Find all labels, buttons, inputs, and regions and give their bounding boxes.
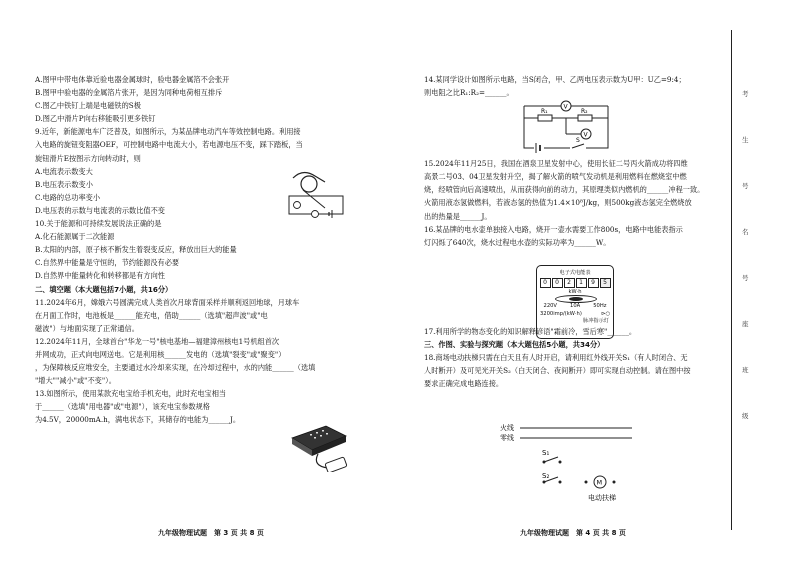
meter-specs bbox=[537, 303, 613, 309]
q18-zero-line-label: 零线 bbox=[500, 434, 514, 442]
binding-margin-labels bbox=[742, 90, 752, 458]
q13-line-3: 为4.5V，20000mA.h，满电状态下，其储存的电能为______J。 bbox=[35, 415, 241, 425]
left-page-text bbox=[35, 75, 315, 429]
q12-line-4: "增大""减小"或"不变"）。 bbox=[35, 376, 116, 386]
binding-label: 生 bbox=[742, 136, 749, 144]
q9-stem-1: 9.近年，新能源电车广泛普及，如图所示，为某品牌电动汽车等效控制电路。利用接 bbox=[35, 127, 301, 137]
section-experiment-heading: 三、作图、实验与探究题（本大题包括5小题，共34分） bbox=[424, 339, 605, 349]
meter-digits bbox=[537, 278, 613, 288]
q9-circuit-figure bbox=[285, 168, 347, 220]
meter-indicator-icon: ⊳○ bbox=[601, 311, 610, 317]
q18-s2-label: S₂ bbox=[542, 472, 550, 480]
q11-line-1: 11.2024年6月，嫦娥六号圆满完成人类首次月球背面采样并顺利返回地球，月球车 bbox=[35, 297, 300, 307]
meter-dial bbox=[555, 295, 597, 303]
q14-r2-label: R₂ bbox=[581, 108, 588, 115]
q14-line-2: 则电阻之比R₁:R₂=______。 bbox=[424, 88, 514, 98]
q15-line-3: 烧，经喷管向后高速喷出，从而获得向前的动力，其原理类似内燃机的______冲程一致。 bbox=[424, 185, 705, 195]
meter-digit: 5 bbox=[600, 278, 611, 288]
meter-digit: 0 bbox=[540, 278, 551, 288]
q14-line-1: 14.某同学设计如图所示电路，当S闭合，甲、乙两电压表示数为U甲：U乙=9:4； bbox=[424, 75, 686, 84]
q18-circuit-figure bbox=[500, 418, 640, 514]
q14-voltmeter-1-label: V bbox=[563, 103, 568, 111]
electric-meter bbox=[536, 265, 614, 339]
q14-circuit-figure bbox=[520, 98, 612, 154]
meter-spec-voltage: 220V bbox=[543, 303, 557, 309]
binding-label: 级 bbox=[742, 412, 749, 420]
binding-label: 班 bbox=[742, 366, 749, 374]
q18-line-2: 人时断开）及可见光开关S₂（白天闭合、夜间断开）即可实现自动控制。请在图中按 bbox=[424, 366, 691, 376]
q13-powerbank-figure bbox=[288, 420, 350, 472]
q9-option-d: D.电压表的示数与电流表的示数比值不变 bbox=[35, 205, 165, 215]
q13-line-2: 于______（选填"用电器"或"电源"），该充电宝参数规格 bbox=[35, 402, 210, 412]
q9-stem-3: 旋钮滑片E按图示方向转动时，则 bbox=[35, 153, 141, 163]
q18-line-1: 18.商场电动扶梯只需在白天且有人时开启，请利用红外线开关S₁（有人时闭合、无 bbox=[424, 353, 688, 363]
binding-label: 号 bbox=[742, 182, 749, 190]
meter-title: 电子式电能表 bbox=[559, 270, 591, 276]
meter-digit: 9 bbox=[588, 278, 599, 288]
q15-line-1: 15.2024年11月25日，我国在酒泉卫星发射中心，使用长征二号丙火箭成功将四维 bbox=[424, 159, 688, 169]
q15-line-2: 高景二号03、04卫星发射升空，揭了解火箭的喷气发动机是利用燃料在燃烧室中燃 bbox=[424, 172, 687, 182]
q14-voltmeter-2-label: V bbox=[583, 131, 588, 139]
binding-label: 号 bbox=[742, 274, 749, 282]
binding-label: 座 bbox=[742, 320, 749, 328]
q10-option-d: D.自然界中能量转化和转移都是有方向性 bbox=[35, 271, 165, 281]
q10-option-b: B.太阳的内部，原子核不断发生着裂变反应，释放出巨大的能量 bbox=[35, 245, 237, 255]
q9-option-c: C.电路的总功率变小 bbox=[35, 192, 101, 202]
q8-option-c: C.图乙中铁钉上端是电磁铁的S极 bbox=[35, 101, 141, 111]
q8-option-b: B.图甲中验电器的金属箔片张开，是因为同种电荷相互排斥 bbox=[35, 88, 223, 98]
q18-escalator-label: 电动扶梯 bbox=[588, 494, 616, 502]
q18-line-3: 要求正确完成电路连接。 bbox=[424, 379, 504, 389]
q8-option-d: D.图乙中滑片P向右移能吸引更多铁钉 bbox=[35, 114, 156, 124]
q18-motor-label: M bbox=[596, 478, 603, 487]
q8-option-a: A.图甲中带电体靠近验电器金属球时，验电器金属箔不会张开 bbox=[35, 75, 230, 84]
meter-digit: 2 bbox=[564, 278, 575, 288]
q18-s1-label: S₁ bbox=[542, 449, 550, 457]
q16-line-1: 16.某品牌的电水壶单独接入电路，烧开一壶水需要工作800s，电路中电能表指示 bbox=[424, 224, 683, 234]
q9-option-a: A.电流表示数变大 bbox=[35, 166, 93, 176]
q10-option-c: C.自然界中能量是守恒的，节约能源没有必要 bbox=[35, 258, 180, 268]
q15-line-5: 出的热量是______J。 bbox=[424, 211, 492, 221]
q11-line-3: 磁波"）与地面实现了正常通信。 bbox=[35, 323, 139, 333]
q12-line-2: 并网成功，正式向电网送电。它是利用核______发电的（选填"裂变"或"聚变"） bbox=[35, 349, 286, 359]
q14-r1-label: R₁ bbox=[541, 108, 548, 115]
meter-digit: 1 bbox=[576, 278, 587, 288]
q10-option-a: A.化石能源属于二次能源 bbox=[35, 232, 115, 242]
binding-label: 名 bbox=[742, 228, 749, 236]
q13-line-1: 13.如图所示，使用某款充电宝给手机充电，此时充电宝相当 bbox=[35, 389, 227, 399]
q14-switch-label: S bbox=[576, 137, 580, 144]
right-page-footer: 九年级物理试题 第 4 页 共 8 页 bbox=[520, 529, 626, 537]
q11-line-2: 在月面工作时，电池板是______能充电，借助______（选填"超声波"或"电 bbox=[35, 310, 268, 320]
meter-lamp-label: 脉冲指示灯 bbox=[583, 318, 609, 324]
section-fill-heading: 二、填空题（本大题包括7小题，共16分） bbox=[35, 284, 173, 294]
q17-line: 17.利用所学的物态变化的知识解释谚语"霜前冷，雪后寒"______。 bbox=[424, 326, 637, 336]
meter-digit: 0 bbox=[552, 278, 563, 288]
meter-spec-current: 10A bbox=[570, 303, 581, 309]
q16-line-2: 灯闪烁了640次，烧水过程电水壶的实际功率为______W。 bbox=[424, 237, 611, 247]
q9-stem-2: 入电路的旋钮变阻器OEF，可控制电路中电流大小，若电源电压不变，踩下踏板，当 bbox=[35, 140, 303, 150]
binding-line bbox=[731, 30, 732, 530]
meter-unit: kW·h bbox=[568, 289, 582, 295]
q15-line-4: 火箭用液态氢做燃料，若液态氢的热值为1.4×10⁸J/kg，则500kg液态氢完全燃烧放 bbox=[424, 198, 692, 208]
meter-imp: 3200imp/(kW·h) bbox=[540, 311, 582, 317]
binding-label: 考 bbox=[742, 90, 749, 98]
q12-line-3: ，为保障核反应堆安全，主要通过水冷却来实现，在冷却过程中，水的内能______（选填 bbox=[35, 363, 316, 373]
q9-option-b: B.电压表示数变小 bbox=[35, 179, 93, 189]
left-page-footer: 九年级物理试题 第 3 页 共 8 页 bbox=[158, 529, 264, 537]
q18-fire-line-label: 火线 bbox=[500, 424, 514, 432]
meter-spec-frequency: 50Hz bbox=[593, 303, 607, 309]
q10-stem: 10.关于能源和可持续发展说法正确的是 bbox=[35, 219, 162, 229]
q12-line-1: 12.2024年11月，全球首台"华龙一号"核电基地—福建漳州核电1号机组首次 bbox=[35, 336, 280, 346]
